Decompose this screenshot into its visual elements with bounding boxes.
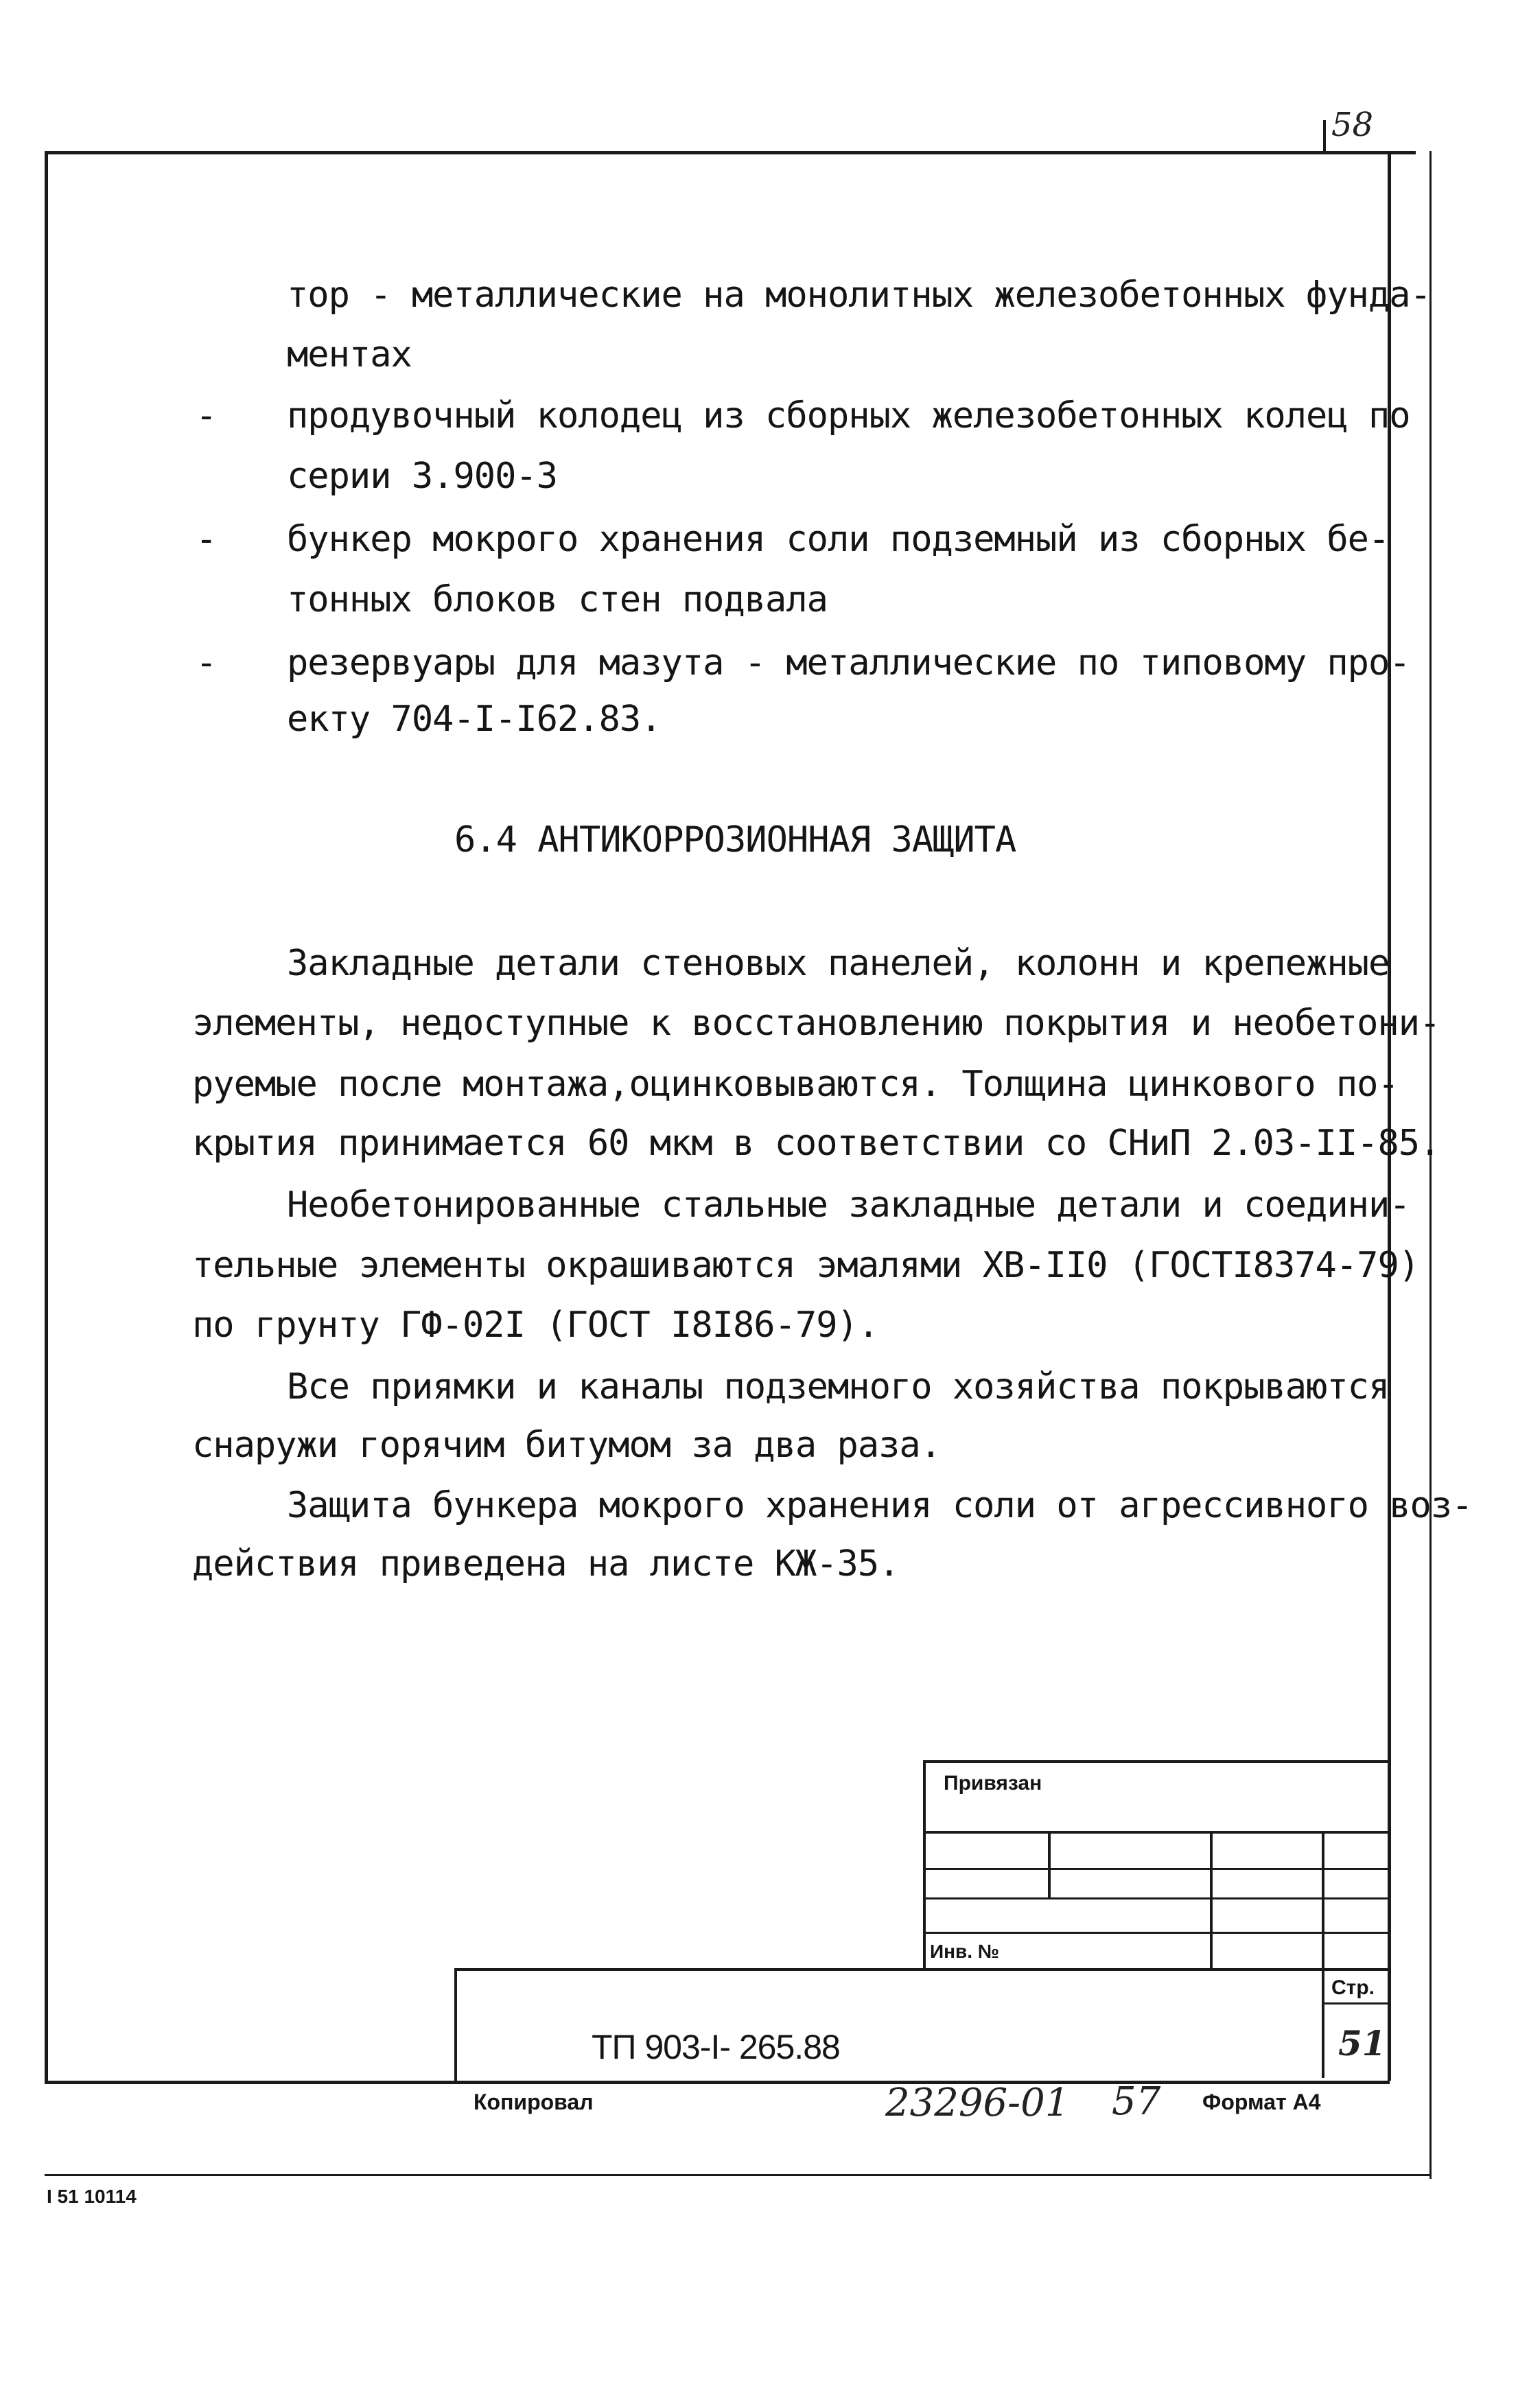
list-item-1-line-2: серии 3.900-3 bbox=[287, 456, 557, 497]
list-bullet: - bbox=[196, 519, 218, 560]
paragraph-2-line-3: по грунту ГФ-02I (ГОСТ I8I86-79). bbox=[192, 1305, 879, 1346]
list-bullet: - bbox=[196, 395, 218, 436]
list-bullet: - bbox=[196, 642, 218, 683]
tb-col-line-1 bbox=[1048, 1831, 1051, 1899]
paragraph-1-line-4: крытия принимается 60 мкм в соответствии со СНиП 2.03-II-85. bbox=[192, 1123, 1440, 1164]
frame-right-line bbox=[1388, 151, 1391, 2081]
frame-bottom-line bbox=[45, 2081, 1390, 2084]
page-corner-number: 58 bbox=[1331, 111, 1374, 139]
list-item-3-line-1: резервуары для мазута - металлические по типовому про- bbox=[287, 642, 1410, 683]
paragraph-4-line-2: действия приведена на листе КЖ-35. bbox=[192, 1543, 900, 1585]
tb-main-left bbox=[454, 1968, 457, 2081]
paragraph-2-line-2: тельные элементы окрашиваются эмалями ХВ-II0 (ГОСТI8374-79) bbox=[192, 1245, 1420, 1286]
tb-box-left bbox=[923, 1760, 926, 1969]
copied-label: Копировал bbox=[474, 2090, 594, 2114]
print-code: I 51 10114 bbox=[47, 2186, 137, 2207]
continuation-line-2: ментах bbox=[287, 334, 412, 375]
list-item-2-line-1: бункер мокрого хранения соли подземный из сборных бе- bbox=[287, 519, 1390, 560]
paragraph-1-line-3: руемые после монтажа,оцинковываются. Толщина цинкового по- bbox=[192, 1064, 1399, 1105]
frame-top-line bbox=[45, 151, 1416, 154]
page-number: 51 bbox=[1338, 2023, 1386, 2064]
tb-page-divider bbox=[1324, 2002, 1390, 2004]
format-label: Формат А4 bbox=[1202, 2090, 1321, 2114]
section-heading: 6.4 АНТИКОРРОЗИОННАЯ ЗАЩИТА bbox=[454, 819, 1016, 861]
paragraph-2-line-1: Необетонированные стальные закладные детали и соедини- bbox=[287, 1184, 1410, 1226]
tb-col-line-2 bbox=[1210, 1831, 1213, 1968]
privyazan-label: Привязан bbox=[944, 1772, 1042, 1795]
tb-main-top bbox=[454, 1968, 1390, 1971]
list-item-2-line-2: тонных блоков стен подвала bbox=[287, 579, 828, 620]
page-label: Стр. bbox=[1331, 1976, 1375, 1999]
paragraph-1-line-2: элементы, недоступные к восстановлению покрытия и необетони- bbox=[192, 1003, 1440, 1044]
inv-number-label: Инв. № bbox=[930, 1941, 1000, 1962]
document-code: ТП 903-I- 265.88 bbox=[592, 2028, 840, 2066]
paragraph-3-line-2: снаружи горячим битумом за два раза. bbox=[192, 1425, 942, 1466]
handwritten-sheet: 57 bbox=[1112, 2079, 1161, 2124]
paragraph-3-line-1: Все приямки и каналы подземного хозяйства покрываются bbox=[287, 1366, 1390, 1407]
tb-row-line-1 bbox=[923, 1831, 1390, 1834]
continuation-line-1: тор - металлические на монолитных железобетонных фунда- bbox=[287, 274, 1431, 316]
outer-right-line bbox=[1429, 151, 1432, 2179]
tb-box-top bbox=[923, 1760, 1390, 1763]
tb-row-line-4 bbox=[923, 1932, 1390, 1934]
list-item-1-line-1: продувочный колодец из сборных железобетонных колец по bbox=[287, 395, 1410, 436]
outer-bottom-line bbox=[45, 2174, 1432, 2176]
tb-col-line-3 bbox=[1322, 1831, 1324, 2078]
handwritten-number: 23296-01 bbox=[885, 2081, 1070, 2125]
corner-tick-mark bbox=[1323, 120, 1326, 153]
paragraph-1-line-1: Закладные детали стеновых панелей, колонн и крепежные bbox=[287, 943, 1390, 984]
frame-left-line bbox=[45, 151, 48, 2082]
list-item-3-line-2: екту 704-I-I62.83. bbox=[287, 699, 662, 740]
paragraph-4-line-1: Защита бункера мокрого хранения соли от агрессивного воз- bbox=[287, 1485, 1473, 1526]
tb-row-line-3 bbox=[923, 1897, 1390, 1899]
tb-row-line-2 bbox=[923, 1868, 1390, 1870]
